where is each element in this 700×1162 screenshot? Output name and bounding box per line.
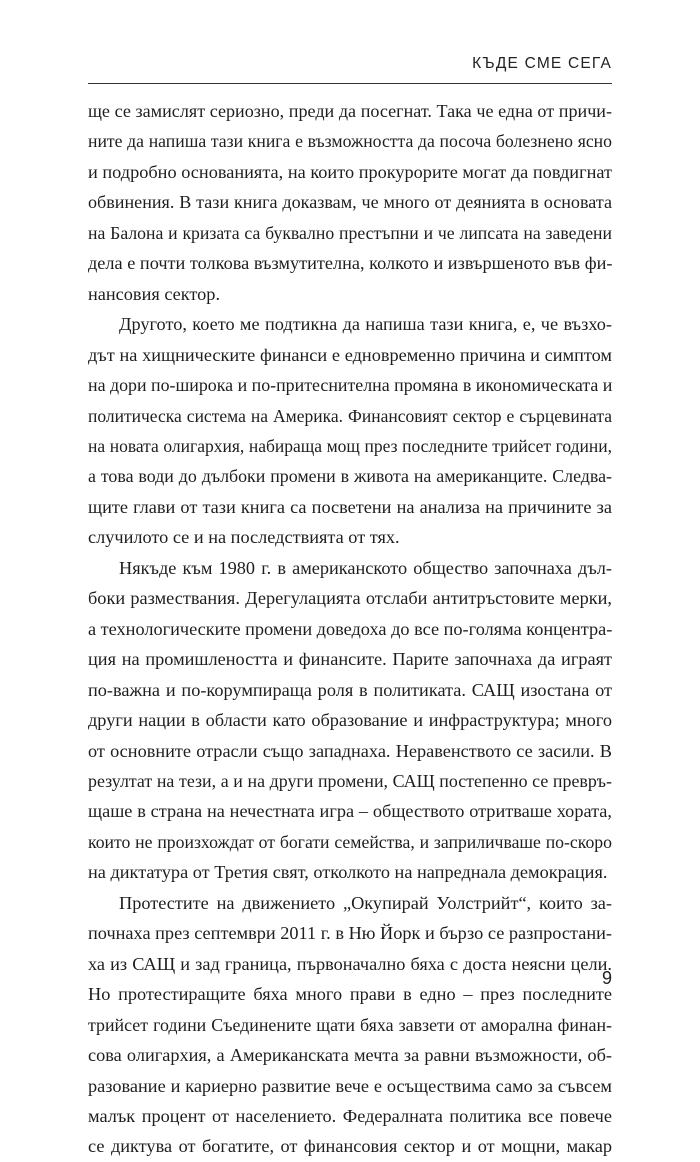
text-line: щаше в страна на нечестната игра – обществото отритваше хората,	[88, 801, 612, 822]
text-line: ще се замислят сериозно, преди да посегнат. Така че една от причи-	[88, 101, 612, 121]
text-line: ха из САЩ и зад граница, първоначално бяха с доста неясни цели.	[88, 953, 612, 974]
header-rule	[88, 83, 612, 84]
text-line: се диктува от богатите, от финансовия сектор и от мощни, макар	[88, 1136, 612, 1157]
paragraph	[88, 309, 612, 553]
text-line: случилото се и на последствията от тях.	[88, 527, 400, 548]
text-line: Протестите на движението „Окупирай Уолстрийт“, които за-	[119, 892, 612, 913]
text-line: а това води до дълбоки промени в живота на американците. Следва-	[88, 466, 612, 487]
text-line: ните да напиша тази книга е възможността да посоча болезнено ясно	[88, 131, 612, 152]
text-line: трийсет години Съединените щати бяха завзети от аморална финан-	[88, 1014, 612, 1035]
text-line: Но протестиращите бяха много прави в едно – през последните	[88, 984, 612, 1005]
text-line: други нации в области като образование и инфраструктура; много	[88, 710, 612, 731]
text-line: почнаха през септември 2011 г. в Ню Йорк и бързо се разпростани-	[88, 923, 612, 944]
text-line: дът на хищническите финанси е едновременно причина и симптом	[88, 344, 612, 365]
text-line: на дори по-широка и по-притеснителна промяна в икономическата и	[88, 375, 613, 396]
text-line: на диктатура от Третия свят, отколкото на напреднала демокрация.	[88, 862, 608, 883]
text-line: по-важна и по-корумпираща роля в политиката. САЩ изостана от	[88, 679, 612, 700]
paragraph	[88, 96, 612, 309]
body-text	[88, 96, 612, 1162]
text-line: дела е почти толкова възмутителна, колкото и извършеното във фи-	[88, 253, 613, 274]
paragraph	[88, 888, 612, 1162]
text-line: малък процент от населението. Федералната политика все повече	[88, 1105, 612, 1126]
text-line: политическа система на Америка. Финансовият сектор е сърцевината	[88, 405, 612, 426]
text-line: а технологическите промени доведоха до все по-голяма концентра-	[88, 618, 613, 639]
text-line: на новата олигархия, набираща мощ през последните трийсет години,	[88, 435, 612, 456]
text-line: на Балона и кризата са буквално престъпни и че липсата на заведени	[88, 222, 612, 243]
text-line: щите глави от тази книга са посветени на анализа на причините за	[88, 496, 612, 517]
text-line: нансовия сектор.	[88, 283, 221, 304]
text-line: разование и кариерно развитие вече е осъществима само за съвсем	[88, 1075, 612, 1096]
text-line: Някъде към 1980 г. в американското общество започнаха дъл-	[119, 557, 612, 578]
text-line: които не произхождат от богати семейства, и заприличваше по-скоро	[88, 831, 612, 852]
text-line: и подробно основанията, на които прокурорите могат да повдигнат	[88, 161, 612, 182]
text-line: сова олигархия, а Американската мечта за равни възможности, об-	[88, 1045, 612, 1066]
text-line: боки размествания. Дерегулацията отслаби антитръстовите мерки,	[88, 588, 612, 609]
text-line: ция на промишлеността и финансите. Парите започнаха да играят	[88, 649, 612, 670]
text-line: обвинения. В тази книга доказвам, че много от деянията в основата	[88, 192, 612, 213]
page-number: 9	[601, 968, 612, 988]
paragraph	[88, 553, 612, 888]
text-line: от основните отрасли също западнаха. Неравенството се засили. В	[88, 740, 612, 761]
text-line: Другото, което ме подтикна да напиша тази книга, е, че възхо-	[119, 314, 612, 335]
running-head: КЪДЕ СМЕ СЕГА	[472, 55, 612, 72]
text-line: резултат на тези, а и на други промени, САЩ постепенно се превръ-	[88, 770, 612, 791]
